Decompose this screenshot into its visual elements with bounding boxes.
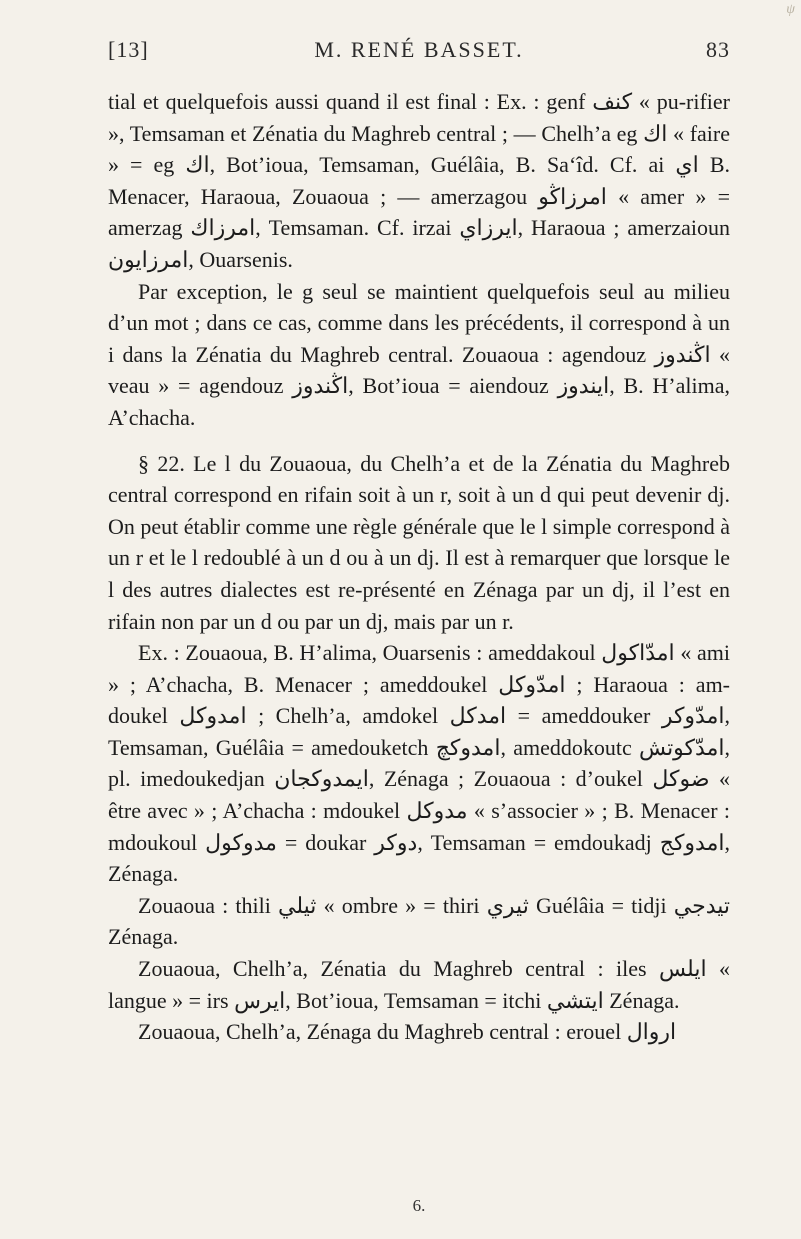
paragraph-continuation: tial et quelquefois aussi quand il est final : Ex. : genf كنف « pu-rifier », Temsaman et Zénatia du Maghreb central ; — Chelh’a eg اك « faire » = eg اك, Bot’ioua, Temsaman, Guélâia, B. Sa‘îd. Cf. ai اي B. Menacer, Haraoua, Zouaoua ; — amerzagou امرزاڭو « amer » = amerzag امرزاك, Temsaman. Cf. irzai ايرزاي, Haraoua ; amerzaioun امرزايون, Ouarsenis. <box>108 89 731 272</box>
running-header <box>108 37 730 67</box>
page-number: 83 <box>706 37 730 62</box>
paragraph-ombre: Zouaoua : thili ثيلي « ombre » = thiri ثيري Guélâia = tidji تيدجي Zénaga. <box>108 892 731 950</box>
author-header: M. RENÉ BASSET. <box>314 37 524 62</box>
paragraph-exception: Par exception, le g seul se maintient quelquefois seul au milieu d’un mot ; dans ce cas, comme dans les précédents, il correspond à un i dans la Zénatia du Maghreb central. Zouaoua : agendouz اڭندوز « veau » = agendouz اڭندوز, Bot’ioua = aiendouz ايندوز, B. H’alima, A’chacha. <box>108 278 730 430</box>
corner-pencil-mark: ψ <box>786 2 795 17</box>
paragraph-langue: Zouaoua, Chelh’a, Zénatia du Maghreb central : iles ايلس « langue » = irs ايرس, Bot’ioua, Temsaman = itchi ايتشي Zénaga. <box>108 956 730 1013</box>
signature-mark: 6. <box>412 1196 426 1215</box>
paragraph-section-22: § 22. Le l du Zouaoua, du Chelh’a et de la Zénatia du Maghreb central correspond en rifain soit à un r, soit à un d qui peut devenir dj. On peut établir comme une règle générale que le l simple correspond à un r et le l redoublé à un d ou à un dj. Il est à remarquer que lorsque le l des autres dialectes est re-présenté en Zénaga par un dj, il l’est en rifain non par un d ou par un dj, mais par un r. <box>108 450 730 634</box>
section-gap <box>108 434 730 448</box>
paragraph-examples-ami: Ex. : Zouaoua, B. H’alima, Ouarsenis : ameddakoul امدّاكول « ami » ; A’chacha, B. Menacer ; ameddoukel امدّوكل ; Haraoua : am-doukel امدوكل ; Chelh’a, amdokel امدكل = ameddouker امدّوكر, Temsaman, Guélâia = amedouketch امدوكچ, ameddokoutc امدّكوتش, pl. imedoukedjan ايمدوكجان, Zénaga ; Zouaoua : d’oukel ضوكل « être avec » ; A’chacha : mdoukel مدوكل « s’associer » ; B. Menacer : mdoukoul مدوكول = doukar دوكر, Temsaman = emdoukadj امدوكج, Zénaga. <box>108 640 731 887</box>
body-text <box>108 86 730 1048</box>
section-number: [13] <box>108 37 149 62</box>
paragraph-erouel: Zouaoua, Chelh’a, Zénaga du Maghreb central : erouel اروال <box>138 1019 677 1045</box>
